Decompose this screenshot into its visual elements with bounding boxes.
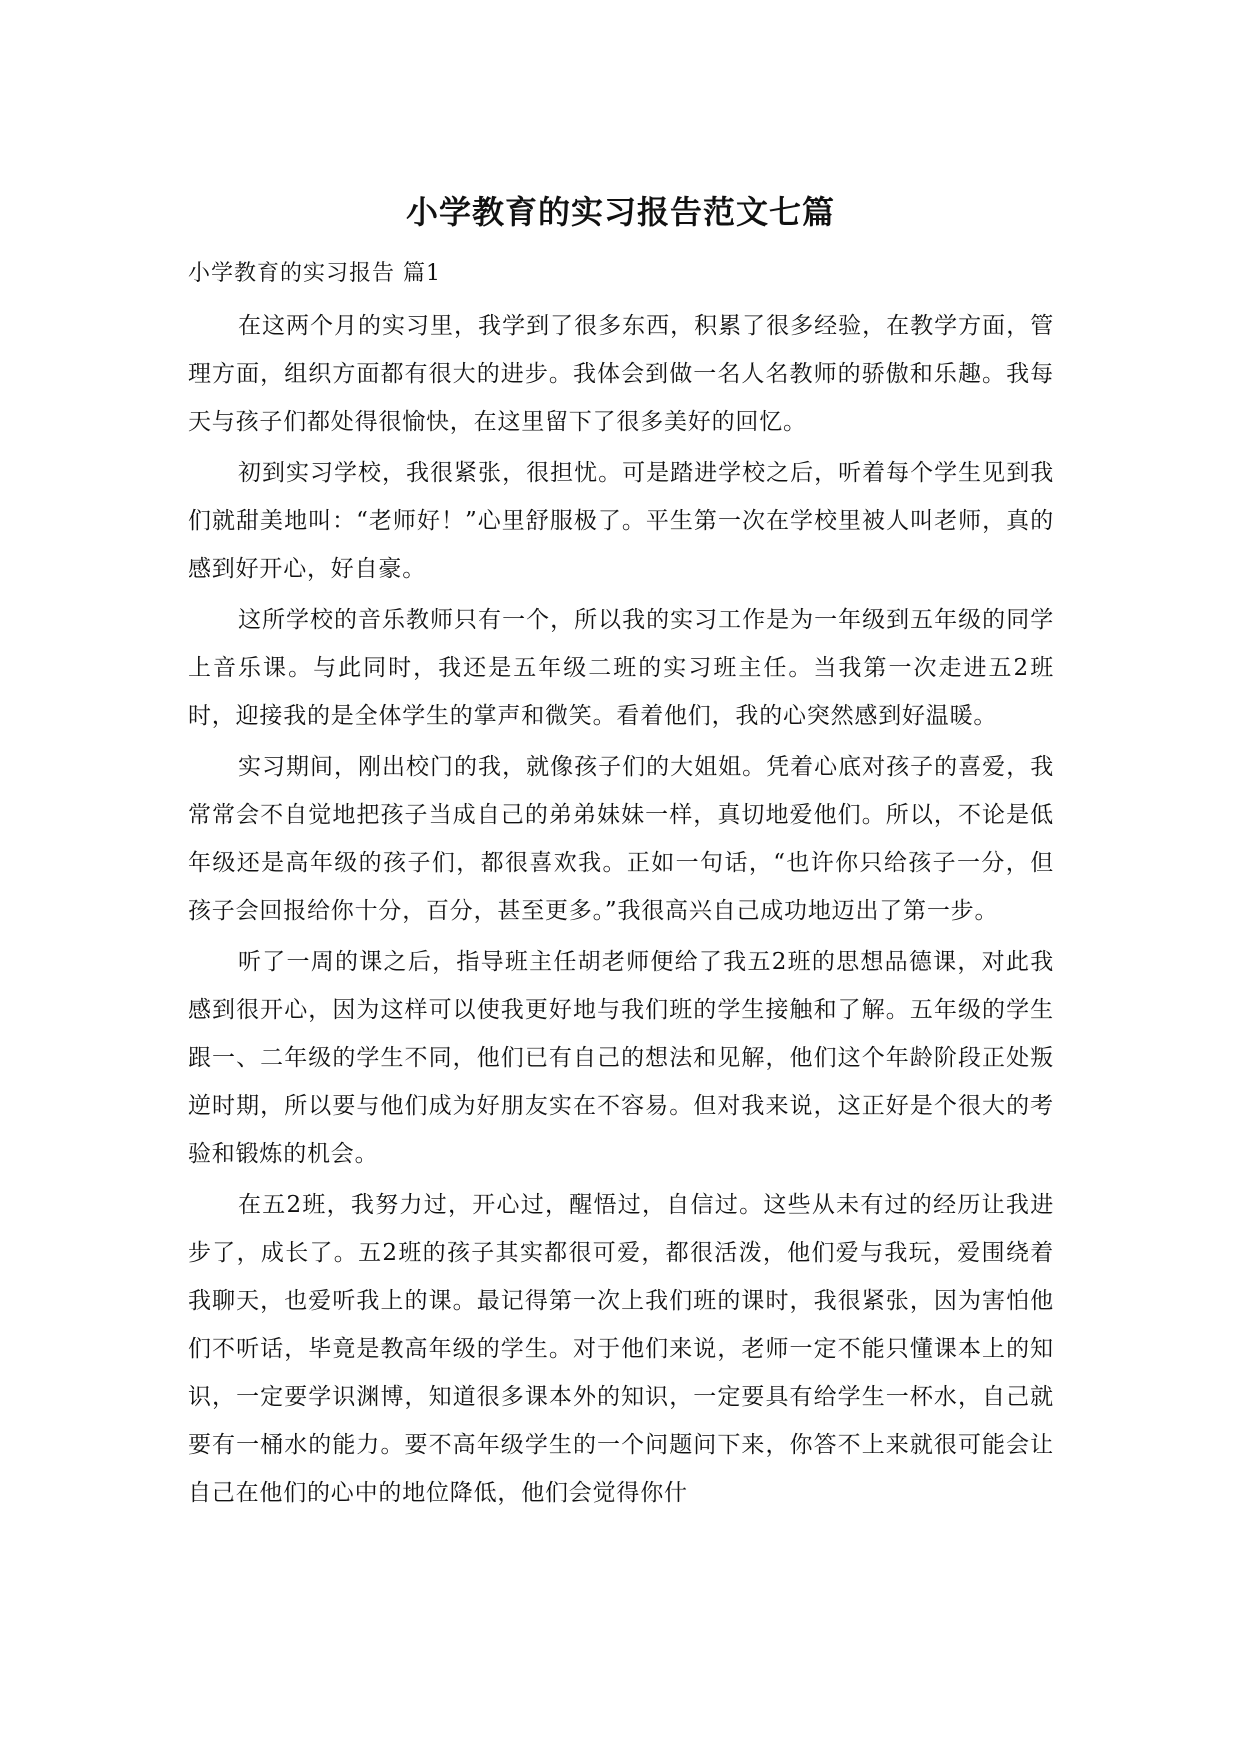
paragraph: 在五2班，我努力过，开心过，醒悟过，自信过。这些从未有过的经历让我进步了，成长了。五2班的孩子其实都很可爱，都很活泼，他们爱与我玩，爱围绕着我聊天，也爱听我上的课。最记得第一次上我们班的课时，我很紧张，因为害怕他们不听话，毕竟是教高年级的学生。对于他们来说，老师一定不能只懂课本上的知识，一定要学识渊博，知道很多课本外的知识，一定要具有给学生一杯水，自己就要有一桶水的能力。要不高年级学生的一个问题问下来，你答不上来就很可能会让自己在他们的心中的地位降低，他们会觉得你什	[188, 1192, 1054, 1506]
document-body	[188, 302, 1054, 1517]
paragraph: 初到实习学校，我很紧张，很担忧。可是踏进学校之后，听着每个学生见到我们就甜美地叫：“老师好！”心里舒服极了。平生第一次在学校里被人叫老师，真的感到好开心，好自豪。	[188, 460, 1054, 582]
section-heading: 小学教育的实习报告 篇1	[188, 261, 441, 286]
paragraph: 听了一周的课之后，指导班主任胡老师便给了我五2班的思想品德课，对此我感到很开心，因为这样可以使我更好地与我们班的学生接触和了解。五年级的学生跟一、二年级的学生不同，他们已有自己的想法和见解，他们这个年龄阶段正处叛逆时期，所以要与他们成为好朋友实在不容易。但对我来说，这正好是个很大的考验和锻炼的机会。	[188, 949, 1054, 1167]
paragraph: 实习期间，刚出校门的我，就像孩子们的大姐姐。凭着心底对孩子的喜爱，我常常会不自觉地把孩子当成自己的弟弟妹妹一样，真切地爱他们。所以，不论是低年级还是高年级的孩子们，都很喜欢我。正如一句话，“也许你只给孩子一分，但孩子会回报给你十分，百分，甚至更多。”我很高兴自己成功地迈出了第一步。	[188, 754, 1054, 924]
paragraph: 这所学校的音乐教师只有一个，所以我的实习工作是为一年级到五年级的同学上音乐课。与此同时，我还是五年级二班的实习班主任。当我第一次走进五2班时，迎接我的是全体学生的掌声和微笑。看着他们，我的心突然感到好温暖。	[188, 607, 1054, 729]
paragraph: 在这两个月的实习里，我学到了很多东西，积累了很多经验，在教学方面，管理方面，组织方面都有很大的进步。我体会到做一名人名教师的骄傲和乐趣。我每天与孩子们都处得很愉快，在这里留下了很多美好的回忆。	[188, 313, 1054, 435]
document-title: 小学教育的实习报告范文七篇	[405, 193, 835, 231]
